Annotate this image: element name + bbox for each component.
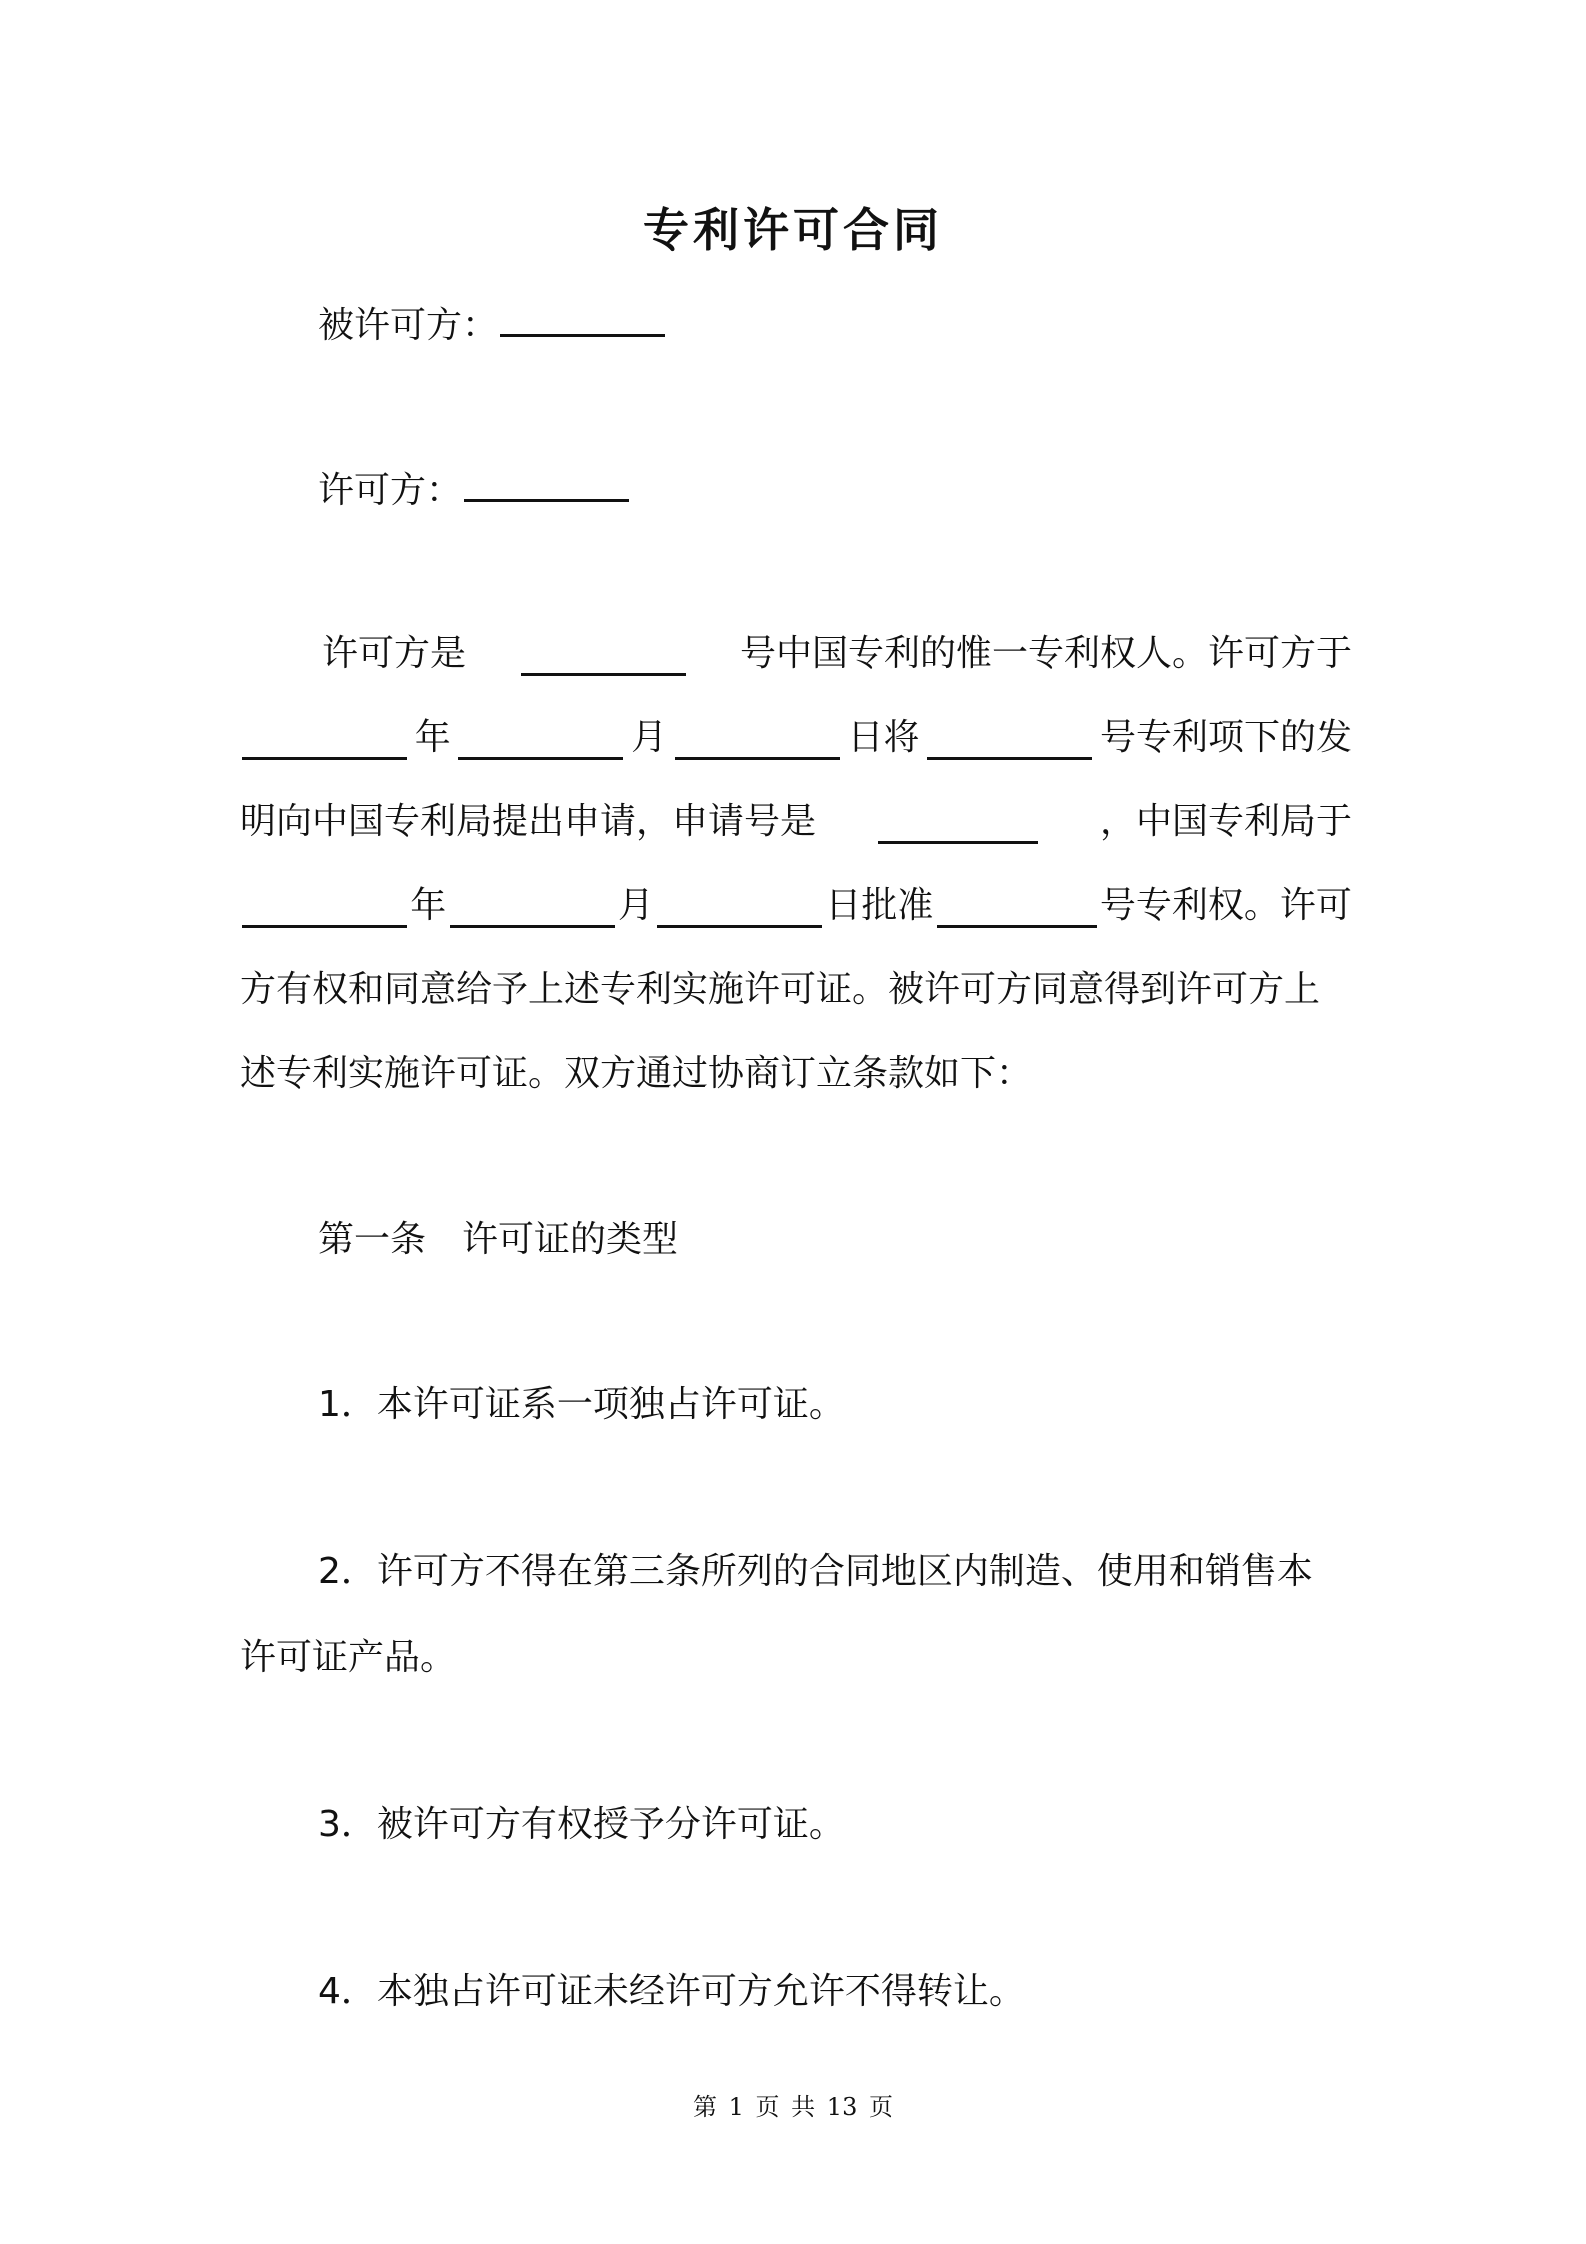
intro-paragraph xyxy=(240,612,1352,1116)
clause-1-2: 2．许可方不得在第三条所列的合同地区内制造、使用和销售本 xyxy=(318,1551,1313,1592)
intro-text: 号中国专利的惟一专利权人。许可方于 xyxy=(739,633,1352,674)
intro-text: 年 xyxy=(410,885,447,926)
licensor-line xyxy=(318,465,631,516)
clause-1-4: 4．本独占许可证未经许可方允许不得转让。 xyxy=(318,1971,1025,2012)
intro-text: 月 xyxy=(631,717,668,758)
intro-row-2 xyxy=(240,696,1352,780)
document-title: 专利许可合同 xyxy=(643,203,943,257)
approval-month-blank xyxy=(450,895,615,928)
licensee-line xyxy=(318,300,667,351)
licensee-label: 被许可方： xyxy=(318,305,499,346)
patent-number-blank xyxy=(521,643,686,676)
intro-text: 月 xyxy=(617,885,654,926)
application-number-blank xyxy=(878,811,1038,844)
intro-text: 年 xyxy=(414,717,451,758)
licensor-blank xyxy=(464,465,629,502)
intro-text: 述专利实施许可证。双方通过协商订立条款如下： xyxy=(240,1053,1033,1094)
intro-text: ，中国专利局于 xyxy=(1099,801,1352,842)
approval-day-blank xyxy=(657,895,822,928)
intro-text: 许可方是 xyxy=(322,633,467,674)
licensor-label: 许可方： xyxy=(318,470,463,511)
intro-text: 明向中国专利局提出申请，申请号是 xyxy=(240,801,817,842)
month-blank xyxy=(458,727,623,760)
clause-1-1: 1．本许可证系一项独占许可证。 xyxy=(318,1384,845,1425)
intro-text: 日批准 xyxy=(825,885,934,926)
intro-text: 日将 xyxy=(847,717,920,758)
patent-right-blank xyxy=(937,895,1097,928)
approval-year-blank xyxy=(242,895,407,928)
intro-text: 号专利权。许可 xyxy=(1099,885,1352,926)
intro-text: 号专利项下的发 xyxy=(1099,717,1352,758)
intro-row-1 xyxy=(240,612,1352,696)
licensee-blank xyxy=(500,300,665,337)
article-1-heading: 第一条 许可证的类型 xyxy=(318,1219,679,1260)
page-footer: 第 1 页 共 13 页 xyxy=(693,2093,893,2121)
patent-item-blank xyxy=(927,727,1092,760)
clause-1-3: 3．被许可方有权授予分许可证。 xyxy=(318,1804,845,1845)
intro-row-4 xyxy=(240,864,1352,948)
clause-1-2-continued: 许可证产品。 xyxy=(240,1637,457,1678)
year-blank xyxy=(242,727,407,760)
day-blank xyxy=(675,727,840,760)
intro-text: 方有权和同意给予上述专利实施许可证。被许可方同意得到许可方上 xyxy=(240,969,1321,1010)
intro-row-5 xyxy=(240,948,1352,1032)
intro-row-6 xyxy=(240,1032,1352,1116)
intro-row-3 xyxy=(240,780,1352,864)
